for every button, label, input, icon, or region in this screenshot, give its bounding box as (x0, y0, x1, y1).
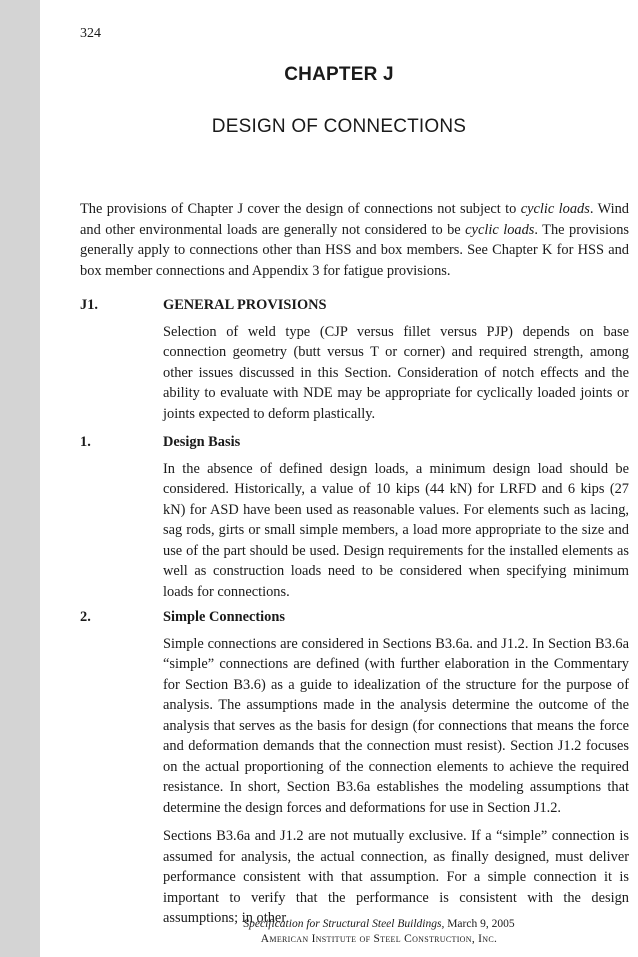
section-number: 1. (80, 434, 91, 450)
footer-date: March 9, 2005 (444, 918, 515, 930)
intro-emphasis-2: cyclic loads (465, 221, 535, 238)
intro-text-2: . Wind and other environmental loads are generally not considered to be (80, 201, 629, 238)
section-design-basis (80, 432, 629, 602)
section-paragraph: Selection of weld type (CJP versus fillet versus PJP) depends on base connection geometry (butt versus T or corner) and required strength, among other issues discussed in this Section. Consideration of notch effects and the ability to evaluate with NDE may be appropriate for cyclically loaded joints or joints expected to deform plastically. (163, 323, 629, 422)
section-title: Simple Connections (163, 609, 285, 625)
intro-emphasis-1: cyclic loads (520, 201, 590, 217)
footer-spec-line (80, 917, 638, 932)
section-paragraph: Simple connections are considered in Sections B3.6a. and J1.2. In Section B3.6a “simple” connections are defined (with further elaboration in the Commentary for Section B3.6) as a guide to idealization of the structure for the purpose of analysis. The assumptions made in the analysis determine the outcome of the analysis that serves as the basis for design (for connections that means the force and deformation demands that the connection must resist). Section J1.2 focuses on the actual proportioning of the connection elements to achieve the required resistance. In short, Section B3.6a establishes the modeling assumptions that determine the design forces and deformations for use in Section J1.2. (163, 635, 629, 816)
intro-text-1: The provisions of Chapter J cover the design of connections not subject to (80, 201, 521, 217)
page-number: 324 (80, 26, 101, 41)
intro-text-3: . The provisions generally apply to connections other than HSS and box members. See Chapter K for HSS and box member connections and Appendix 3 for fatigue provisions. (80, 221, 629, 279)
section-number: 2. (80, 609, 91, 625)
section-paragraph: In the absence of defined design loads, a minimum design load should be considered. Historically, a value of 10 kips (44 kN) for LRFD and 6 kips (27 kN) for ASD have been used as reasonable values. For elements such as lacing, sag rods, girts or small simple members, a load more appropriate to the size and use of the part should be used. Design requirements for the installed elements as well as construction loads need to be considered when specifying minimum loads for connections. (163, 460, 629, 600)
section-heading (80, 607, 629, 628)
document-page (40, 0, 638, 957)
section-heading (80, 295, 629, 316)
chapter-subtitle: DESIGN OF CONNECTIONS (211, 116, 467, 137)
section-heading (80, 432, 629, 453)
left-gutter (0, 0, 40, 957)
section-body (163, 322, 629, 425)
section-title: Design Basis (163, 434, 241, 450)
footer-organization: American Institute of Steel Construction, Inc. (260, 933, 498, 945)
footer-spec-title: Specification for Structural Steel Buildings, (243, 918, 445, 930)
section-title: GENERAL PROVISIONS (163, 297, 327, 313)
page-footer (80, 917, 638, 947)
intro-paragraph (80, 199, 629, 281)
section-body (163, 459, 629, 603)
chapter-title: CHAPTER J (284, 64, 394, 85)
section-j1 (80, 295, 629, 424)
section-body (163, 634, 629, 929)
section-number: J1. (80, 297, 98, 313)
section-paragraph: Sections B3.6a and J1.2 are not mutually exclusive. If a “simple” connection is assumed for analysis, the actual connection, as finally designed, must deliver performance consistent with that assumption. For a simple connection it is important to verify that the performance is consistent with the design assumptions; in other (163, 828, 629, 926)
section-simple-connections (80, 607, 629, 929)
